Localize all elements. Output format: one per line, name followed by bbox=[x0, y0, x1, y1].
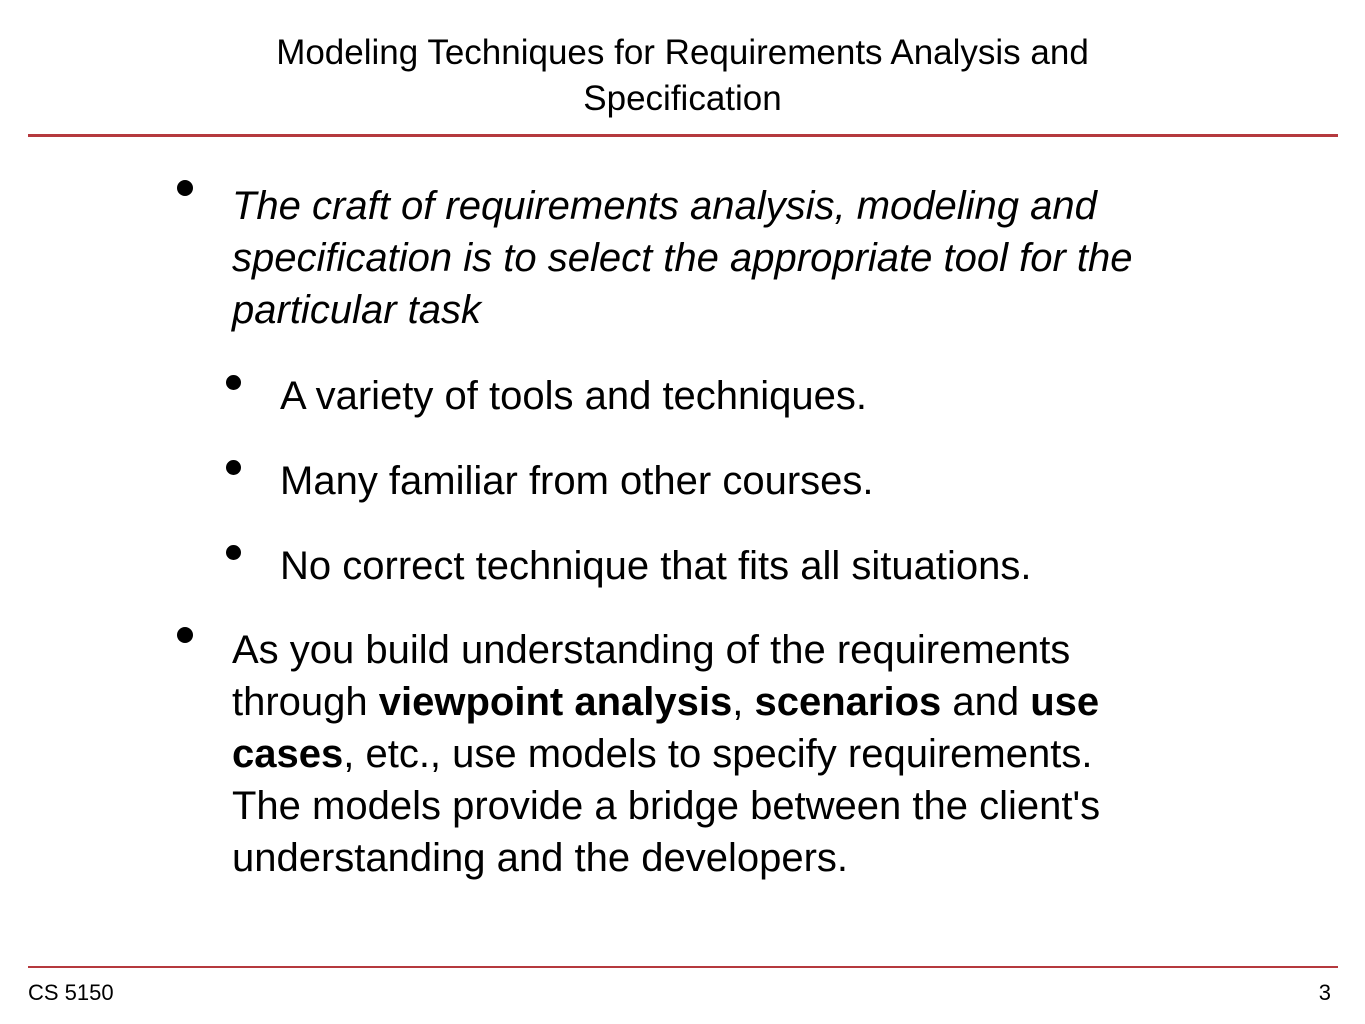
keyword-viewpoint-analysis: viewpoint analysis bbox=[378, 680, 733, 724]
slide-title bbox=[0, 30, 1365, 122]
sub-bullet-dot-3 bbox=[226, 545, 241, 560]
bullet-dot-2 bbox=[177, 627, 193, 643]
sub-bullet-2-text: Many familiar from other courses. bbox=[280, 459, 874, 503]
sub-bullet-3-text: No correct technique that fits all situations. bbox=[280, 544, 1032, 588]
sub-bullet-dot-2 bbox=[226, 460, 241, 475]
bullet-1-line-2: specification is to select the appropriate tool for the bbox=[232, 236, 1133, 280]
bullet-2-line-5: understanding and the developers. bbox=[232, 836, 849, 880]
footer-page-number: 3 bbox=[1318, 980, 1331, 1005]
bullet-2-line-4: The models provide a bridge between the client's bbox=[232, 784, 1101, 828]
bullet-2-text bbox=[232, 624, 1100, 884]
bullet-dot-1 bbox=[177, 180, 193, 196]
bullet-2-text-run: through bbox=[232, 680, 379, 724]
sub-bullet-1-text: A variety of tools and techniques. bbox=[280, 374, 868, 418]
title-divider bbox=[28, 134, 1338, 137]
footer-course: CS 5150 bbox=[28, 980, 114, 1005]
bullet-1-line-1: The craft of requirements analysis, modeling and bbox=[232, 184, 1097, 228]
slide-title-line-1: Modeling Techniques for Requirements Analysis and bbox=[276, 33, 1089, 72]
slide-title-line-2: Specification bbox=[583, 79, 782, 118]
footer-divider bbox=[28, 966, 1338, 968]
bullet-2-text-run: , bbox=[732, 680, 755, 724]
bullet-2-text-run: and bbox=[941, 680, 1031, 724]
sub-bullet-dot-1 bbox=[226, 375, 241, 390]
bullet-1-text bbox=[232, 180, 1133, 336]
bullet-2-line-1: As you build understanding of the requirements bbox=[232, 628, 1071, 672]
bullet-2-line-2 bbox=[232, 676, 1100, 728]
bullet-2-text-run: , etc., use models to specify requirements. bbox=[343, 732, 1093, 776]
bullet-2-line-3 bbox=[232, 728, 1100, 780]
bullet-1-line-3: particular task bbox=[232, 288, 481, 332]
keyword-scenarios: scenarios bbox=[754, 680, 942, 724]
keyword-cases: cases bbox=[232, 732, 344, 776]
keyword-use: use bbox=[1030, 680, 1100, 724]
